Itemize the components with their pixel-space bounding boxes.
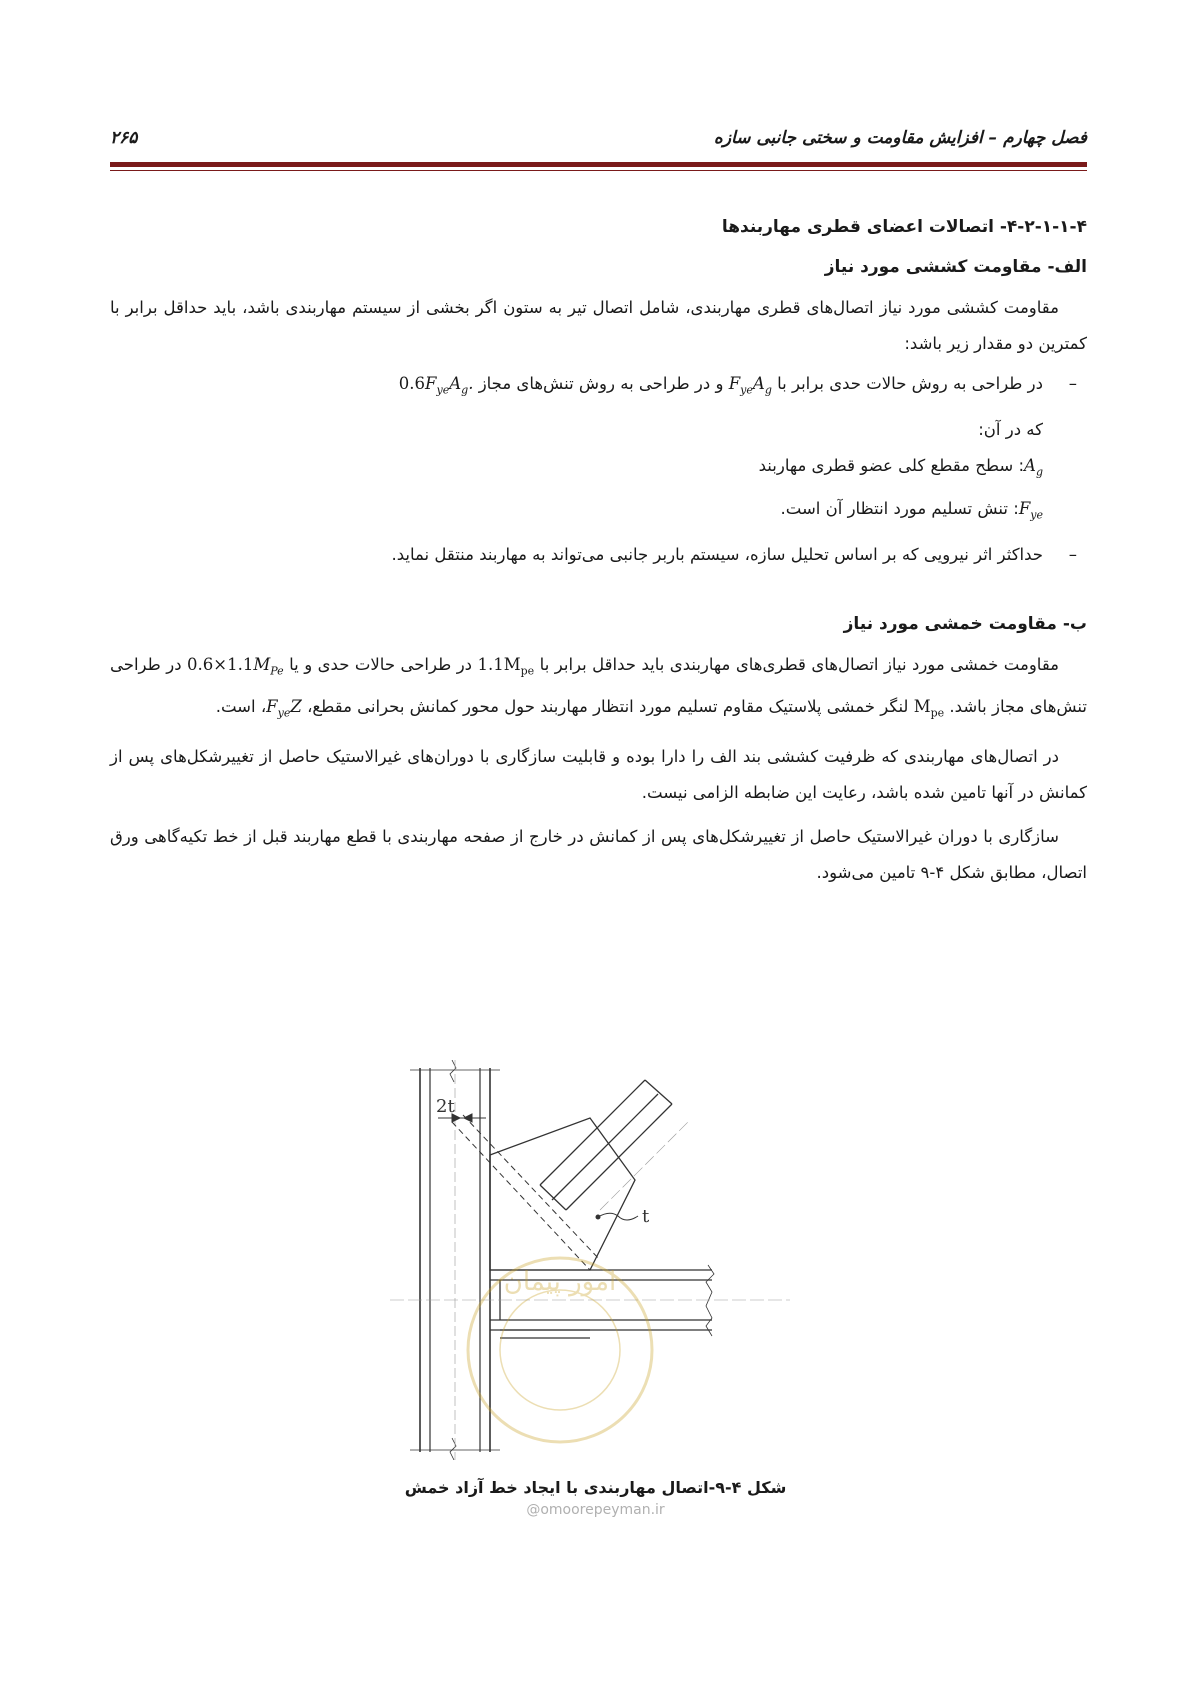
free-bending-line (452, 1115, 690, 1270)
formula-11-mpe: $1.1M_{pe}$ (477, 654, 535, 678)
diagonal-brace (540, 1080, 672, 1210)
figure-caption: شکل ۴-۹-اتصال مهاربندی با ایجاد خط آزاد خمش (404, 1478, 787, 1497)
label-2t: 2t (436, 1096, 455, 1117)
symbol-fye: $F_{ye}$ (1018, 498, 1043, 521)
chapter-title: فصل چهارم – افزایش مقاومت و سختی جانبی سازه (713, 128, 1087, 148)
watermark-logo (468, 1258, 652, 1442)
p1-text-b: در طراحی حالات حدی و یا (289, 654, 473, 674)
formula-fye-ag: $F_{ye}A_g$ (728, 374, 772, 397)
formula-fye-z: $F_{ye}Z$ (266, 697, 302, 720)
definition-fye (110, 491, 1087, 533)
label-t: t (642, 1206, 650, 1227)
running-head (110, 128, 1087, 158)
p1-text-e: ، است. (215, 697, 267, 717)
p1-text-c: در طراحی تنش‌های مجاز باشد. (110, 654, 1087, 717)
symbol-mpe: $M_{pe}$ (913, 697, 945, 720)
where-label: که در آن: (978, 420, 1043, 440)
dimension-2t (436, 1096, 486, 1122)
item2-text: حداکثر اثر نیرویی که بر اساس تحلیل سازه، سیستم باربر جانبی می‌تواند به مهاربند منتقل نماید. (391, 544, 1043, 564)
page-number: ۲۶۵ (110, 128, 138, 148)
part-b-paragraph-2: در اتصال‌های مهاربندی که ظرفیت کششی بند الف را دارا بوده و قابلیت سازگاری با دوران‌های غیرالاستیک حاصل از تغییرشکل‌های پس از کمانش در آنها تامین شده باشد، رعایت این ضابطه الزامی نیست. (110, 747, 1087, 803)
list-item-1 (110, 366, 1087, 408)
header-rule-thick (110, 162, 1087, 167)
section-heading: ۴-۲-۱-۱-۴- اتصالات اعضای قطری مهاربندها (721, 217, 1087, 237)
p1-text-d: لنگر خمشی پلاستیک مقاوم تسلیم مورد انتظار مهاربند حول محور کمانش بحرانی مقطع، (307, 697, 909, 717)
part-a-heading: الف- مقاومت کششی مورد نیاز (824, 257, 1087, 277)
definition-fye-text: : تنش تسلیم مورد انتظار آن است. (780, 498, 1019, 518)
item1-text-a: در طراحی به روش حالات حدی برابر با (777, 374, 1043, 393)
header-rule-thin (110, 170, 1087, 171)
list-item-2 (110, 537, 1087, 573)
part-b-heading: ب- مقاومت خمشی مورد نیاز (843, 613, 1087, 634)
list-dash: – (1068, 544, 1077, 564)
formula-06-fye-ag: $0.6F_{ye}A_g$. (398, 374, 474, 397)
main-content (110, 210, 1087, 891)
gusset-plate (490, 1118, 635, 1270)
definition-ag-text: : سطح مقطع کلی عضو قطری مهاربند (758, 456, 1025, 476)
formula-06-11-mpe: $0.6\times 1.1M_{Pe}$ (187, 654, 284, 678)
watermark-text: @omoorepeyman.ir (526, 1502, 665, 1518)
part-b-paragraph-3: سازگاری با دوران غیرالاستیک حاصل از تغییرشکل‌های پس از کمانش در خارج از صفحه مهاربندی با قطع مهاربند قبل از خط تکیه‌گاهی ورق اتصال، مطابق شکل ۴-۹ تامین می‌شود. (110, 827, 1087, 883)
definition-ag (110, 448, 1087, 490)
item1-text-b: و در طراحی به روش تنش‌های مجاز (478, 374, 724, 393)
watermark-logo-text: امور پیمان (503, 1267, 617, 1297)
brace-connection-figure (390, 1060, 790, 1460)
dimension-t (596, 1206, 650, 1227)
p1-text-a: مقاومت خمشی مورد نیاز اتصال‌های قطری‌های مهاربندی باید حداقل برابر با (539, 654, 1060, 674)
list-dash: – (1068, 374, 1077, 393)
part-a-intro: مقاومت کششی مورد نیاز اتصال‌های قطری مهاربندی، شامل اتصال تیر به ستون اگر بخشی از سیستم مهاربندی باشد، باید حداقل برابر با کمترین دو مقدار زیر باشد: (110, 298, 1087, 353)
part-b-paragraph-1 (110, 647, 1087, 732)
symbol-ag: $A_g$ (1024, 456, 1043, 479)
